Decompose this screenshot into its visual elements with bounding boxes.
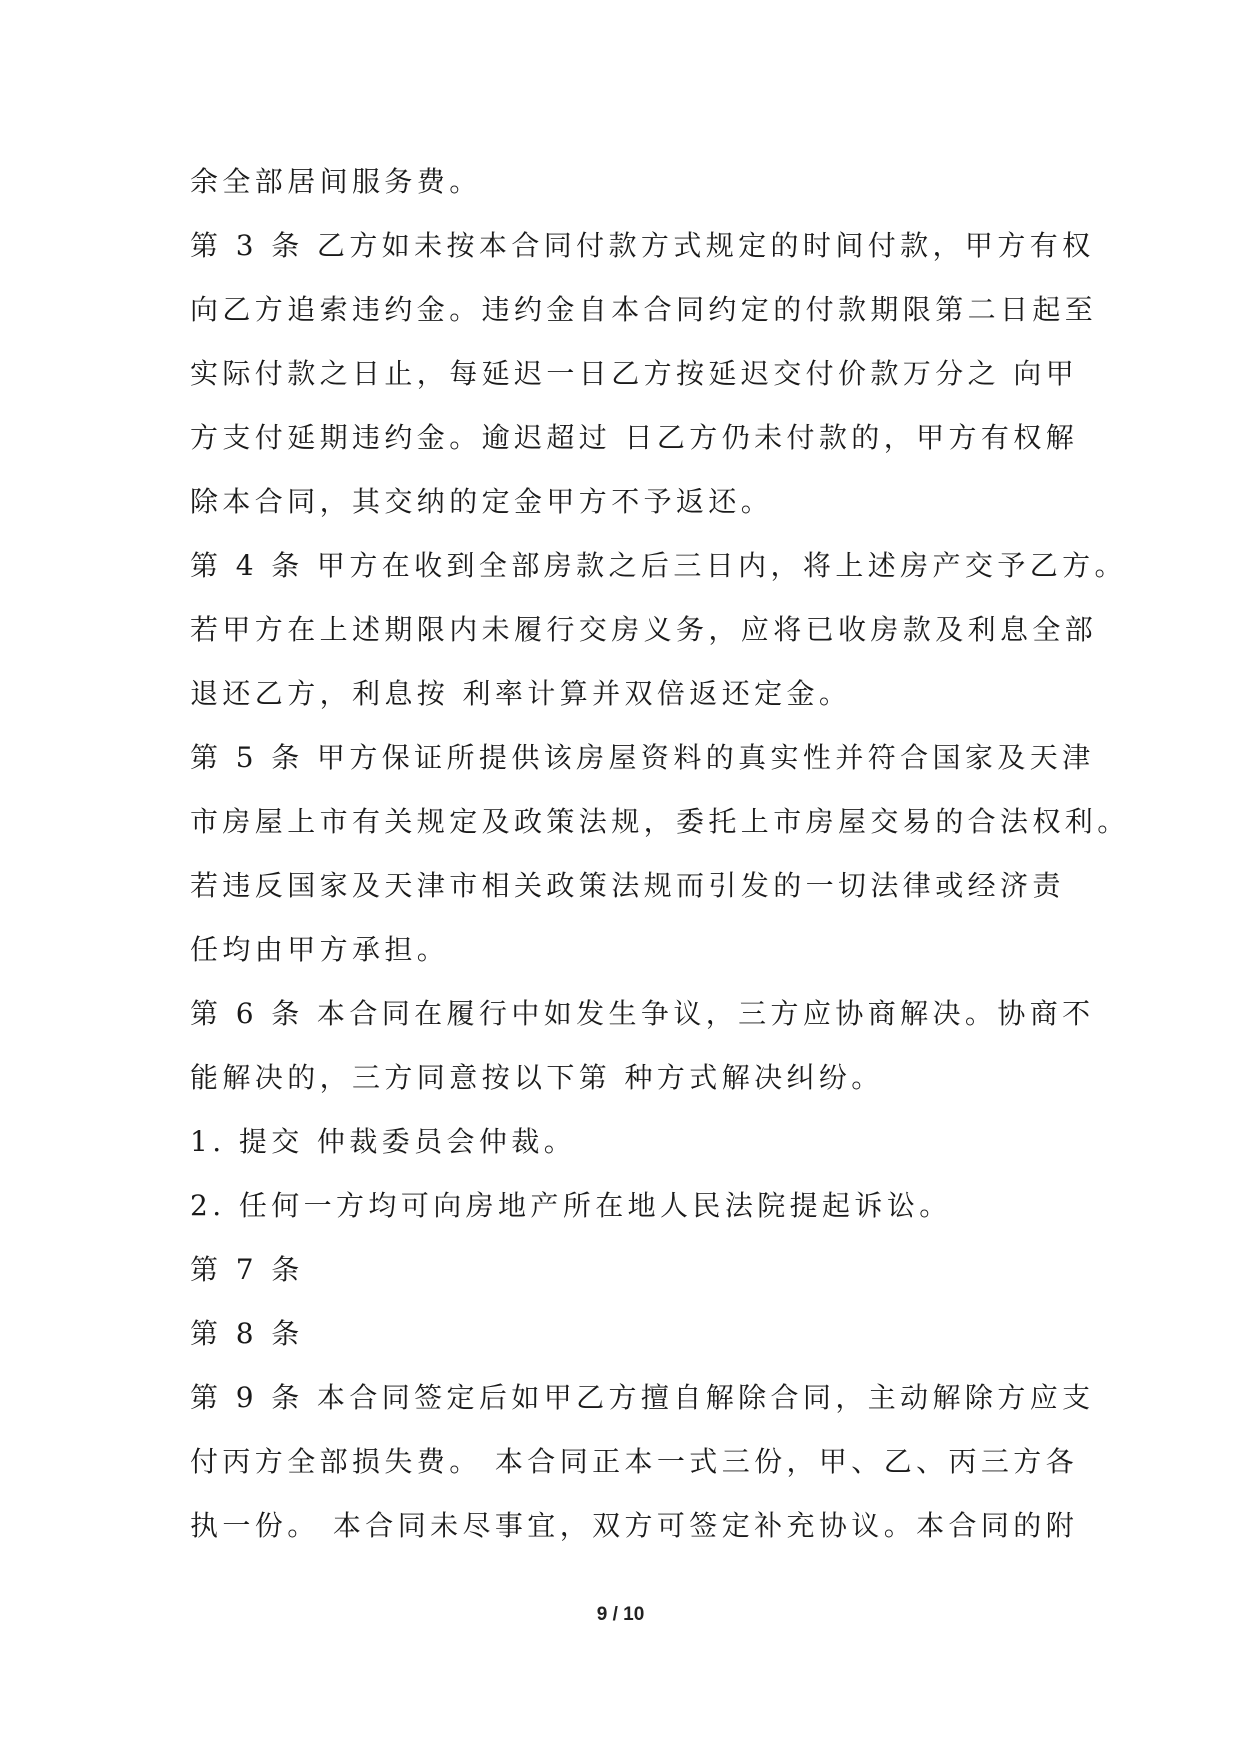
clause-4-line-1: 第 4 条 甲方在收到全部房款之后三日内，将上述房产交予乙方。 [190, 549, 1127, 582]
clause-7: 第 7 条 [190, 1253, 304, 1286]
clause-8: 第 8 条 [190, 1317, 304, 1350]
clause-5-line-1: 第 5 条 甲方保证所提供该房屋资料的真实性并符合国家及天津 [190, 741, 1095, 774]
clause-3-line-3: 实际付款之日止，每延迟一日乙方按延迟交付价款万分之 向甲 [190, 357, 1079, 390]
clause-6-option-2: 2. 任何一方均可向房地产所在地人民法院提起诉讼。 [190, 1189, 952, 1222]
clause-4-line-2: 若甲方在上述期限内未履行交房义务，应将已收房款及利息全部 [190, 613, 1098, 646]
clause-3-line-4: 方支付延期违约金。逾迟超过 日乙方仍未付款的，甲方有权解 [190, 421, 1079, 454]
clause-9-line-1: 第 9 条 本合同签定后如甲乙方擅自解除合同，主动解除方应支 [190, 1381, 1095, 1414]
clause-9-line-3: 执一份。 本合同未尽事宜，双方可签定补充协议。本合同的附 [190, 1509, 1079, 1542]
clause-6-option-1: 1. 提交 仲裁委员会仲裁。 [190, 1125, 577, 1158]
clause-5-line-3: 若违反国家及天津市相关政策法规而引发的一切法律或经济责 [190, 869, 1065, 902]
page-number: 9 / 10 [596, 1604, 645, 1625]
text-line: 余全部居间服务费。 [190, 165, 482, 198]
clause-4-line-3: 退还乙方，利息按 利率计算并双倍返还定金。 [190, 677, 852, 710]
clause-3-line-2: 向乙方追索违约金。违约金自本合同约定的付款期限第二日起至 [190, 293, 1098, 326]
clause-5-line-4: 任均由甲方承担。 [190, 933, 450, 966]
clause-3-line-5: 除本合同，其交纳的定金甲方不予返还。 [190, 485, 774, 518]
clause-6-line-1: 第 6 条 本合同在履行中如发生争议，三方应协商解决。协商不 [190, 997, 1095, 1030]
clause-9-line-2: 付丙方全部损失费。 本合同正本一式三份，甲、乙、丙三方各 [190, 1445, 1079, 1478]
contract-body [190, 150, 1130, 1558]
clause-6-line-2: 能解决的，三方同意按以下第 种方式解决纠纷。 [190, 1061, 884, 1094]
clause-3-line-1: 第 3 条 乙方如未按本合同付款方式规定的时间付款，甲方有权 [190, 229, 1095, 262]
clause-5-line-2: 市房屋上市有关规定及政策法规，委托上市房屋交易的合法权利。 [190, 805, 1130, 838]
